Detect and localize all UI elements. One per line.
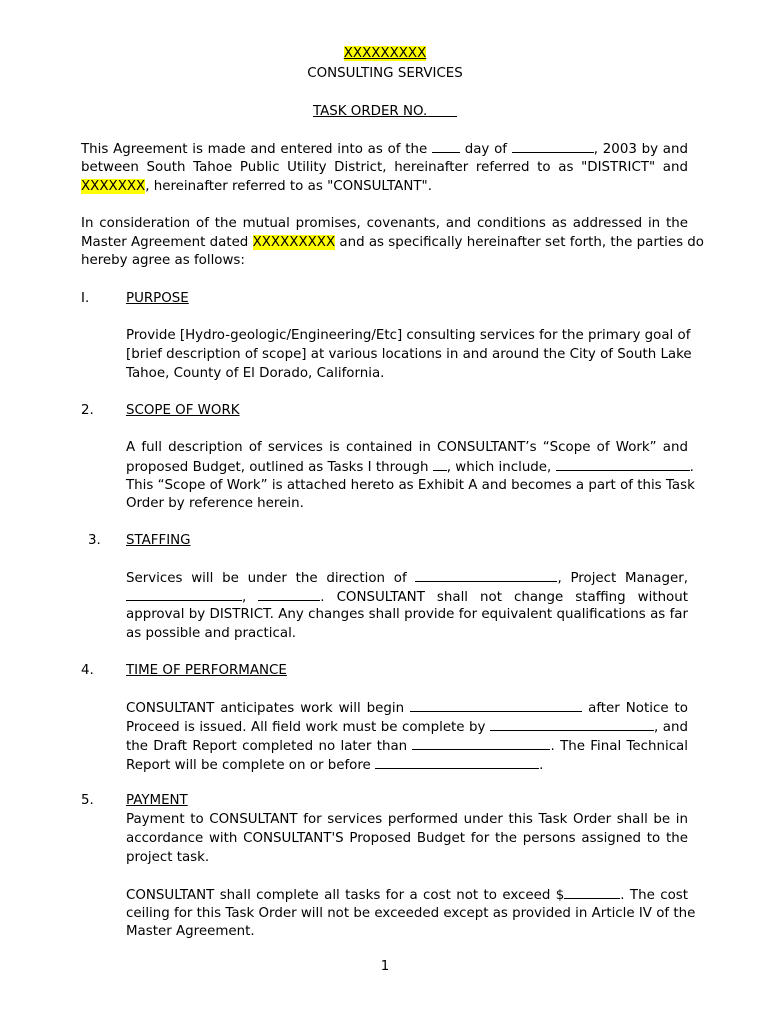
payment-line-4: CONSULTANT shall complete all tasks for a cost not to exceed $ . The cost [126, 888, 688, 903]
section-number: 2. [81, 403, 94, 418]
intro-line-1: This Agreement is made and entered into as of the day of , 2003 by and [81, 142, 688, 157]
staffing-line-3: approval by DISTRICT. Any changes shall provide for equivalent qualifications as far [126, 607, 688, 622]
blank-cost [564, 886, 620, 899]
staffing-line-1: Services will be under the direction of , Project Manager, [126, 571, 688, 586]
scope-line-2: proposed Budget, outlined as Tasks I through , which include, . [126, 460, 694, 475]
payment-line-6: Master Agreement. [126, 924, 255, 939]
blank-final-date [375, 756, 539, 769]
staffing-line-2: , . CONSULTANT shall not change staffing without [126, 588, 688, 607]
purpose-line-2: [brief description of scope] at various locations in and around the City of South Lake [126, 347, 692, 362]
blank-month [512, 140, 594, 153]
scope-line-3: This “Scope of Work” is attached hereto as Exhibit A and becomes a part of this Task [126, 478, 695, 493]
section-number: 4. [81, 663, 94, 678]
payment-line-1: Payment to CONSULTANT for services performed under this Task Order shall be in [126, 812, 688, 827]
staffing-line-4: as possible and practical. [126, 626, 297, 641]
time-line-4: Report will be complete on or before . [126, 758, 544, 773]
blank-day [432, 140, 460, 153]
purpose-line-3: Tahoe, County of El Dorado, California. [126, 366, 385, 381]
blank-field-work-date [490, 718, 654, 731]
time-line-1: CONSULTANT anticipates work will begin after Notice to [126, 701, 688, 716]
blank-tasks [556, 458, 690, 471]
placeholder-highlight: XXXXXXXXX [343, 46, 427, 61]
section-number: I. [81, 291, 90, 306]
blank-task-number [433, 458, 447, 471]
payment-line-5: ceiling for this Task Order will not be exceeded except as provided in Article IV of the [126, 906, 696, 921]
blank-draft-date [412, 737, 550, 750]
blank-staff-1 [126, 588, 242, 601]
scope-line-4: Order by reference herein. [126, 496, 304, 511]
time-line-2: Proceed is issued. All field work must be complete by , and [126, 720, 689, 735]
section-heading-payment: PAYMENT [126, 793, 188, 808]
consideration-line-2: Master Agreement dated XXXXXXXXX and as specifically hereinafter set forth, the parties do [81, 235, 704, 250]
blank-project-manager [415, 569, 557, 582]
payment-line-3: project task. [126, 850, 210, 865]
consultant-placeholder: XXXXXXX [81, 179, 146, 194]
section-heading-purpose: PURPOSE [126, 291, 189, 306]
consideration-line-3: hereby agree as follows: [81, 253, 245, 268]
purpose-line-1: Provide [Hydro-geologic/Engineering/Etc] consulting services for the primary goal of [126, 328, 691, 343]
section-heading-staffing: STAFFING [126, 533, 191, 548]
section-number: 5. [81, 793, 94, 808]
section-heading-scope: SCOPE OF WORK [126, 403, 240, 418]
intro-line-2: between South Tahoe Public Utility District, hereinafter referred to as "DISTRICT" and [81, 160, 688, 175]
page-number: 1 [380, 959, 390, 974]
header-placeholder [0, 45, 770, 63]
consideration-line-1: In consideration of the mutual promises, covenants, and conditions as addressed in the [81, 216, 688, 231]
task-order-heading: TASK ORDER NO. [312, 104, 428, 119]
section-number: 3. [88, 533, 101, 548]
blank-staff-2 [258, 588, 320, 601]
master-agreement-date-placeholder: XXXXXXXXX [252, 235, 336, 250]
time-line-3: the Draft Report completed no later than . The Final Technical [126, 739, 688, 754]
blank-start-date [410, 699, 582, 712]
payment-line-2: accordance with CONSULTANT'S Proposed Budget for the persons assigned to the [126, 831, 688, 846]
intro-line-3: XXXXXXX, hereinafter referred to as "CONSULTANT". [81, 179, 432, 194]
scope-line-1: A full description of services is contained in CONSULTANT’s “Scope of Work” and [126, 440, 688, 455]
document-title: CONSULTING SERVICES [307, 66, 463, 81]
section-heading-time: TIME OF PERFORMANCE [126, 663, 287, 678]
